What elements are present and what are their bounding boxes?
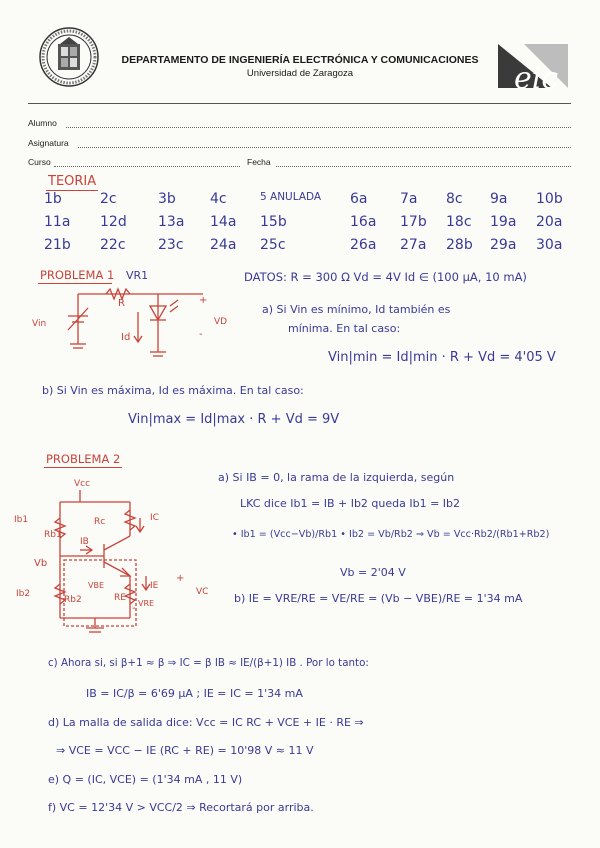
- answer-item: 25c: [260, 237, 286, 253]
- answer-item: 11a: [44, 214, 71, 230]
- fecha-field[interactable]: [276, 166, 571, 167]
- p2-ic-label: IC: [150, 513, 159, 523]
- answer-item: 3b: [158, 191, 176, 207]
- p2-b-eq: b) IE = VRE/RE = VE/RE = (Vb − VBE)/RE = 1'34 mA: [234, 592, 523, 605]
- circuit-diagram-2: [20, 476, 230, 646]
- header-rule: [28, 103, 571, 104]
- alumno-field[interactable]: [66, 127, 571, 128]
- p1-id-label: Id: [121, 332, 131, 343]
- p1-a-eq: Vin|min = Id|min · R + Vd = 4'05 V: [328, 350, 556, 365]
- fecha-label: Fecha: [247, 157, 271, 167]
- answer-item: 15b: [260, 214, 287, 230]
- p2-ib2-label: Ib2: [16, 589, 31, 599]
- p2-rb1-label: Rb1: [44, 530, 62, 540]
- answer-item: 27a: [400, 237, 427, 253]
- circuit-diagram-1: [28, 282, 238, 362]
- p2-d-line: d) La malla de salida dice: Vcc = IC RC + VCE + IE · RE ⇒: [48, 716, 364, 729]
- p2-f-eq: f) VC = 12'34 V > VCC/2 ⇒ Recortará por arriba.: [48, 801, 314, 814]
- p2-ib1-label: Ib1: [14, 515, 29, 525]
- answer-item: 7a: [400, 191, 418, 207]
- p2-ie-label: IE: [150, 581, 159, 591]
- p1-vd-label: VD: [214, 317, 228, 327]
- curso-label: Curso: [28, 157, 51, 167]
- p2-rb2-label: Rb2: [64, 595, 82, 605]
- answer-item: 17b: [400, 214, 427, 230]
- answer-item: 1b: [44, 191, 62, 207]
- p2-minus: -: [132, 603, 136, 614]
- answer-item: 26a: [350, 237, 377, 253]
- answer-item: 20a: [536, 214, 563, 230]
- p2-plus: +: [176, 573, 185, 584]
- asignatura-label: Asignatura: [28, 138, 69, 148]
- answer-item: 30a: [536, 237, 563, 253]
- answer-item: 8c: [446, 191, 463, 207]
- answer-item: 2c: [100, 191, 117, 207]
- p1-a-line2: mínima. En tal caso:: [288, 322, 401, 335]
- answer-item: 28b: [446, 237, 473, 253]
- problema2-heading: PROBLEMA 2: [46, 452, 121, 466]
- answer-item: 12d: [100, 214, 127, 230]
- p2-c-eq: IB = IC/β = 6'69 μA ; IE = IC = 1'34 mA: [86, 687, 303, 700]
- alumno-label: Alumno: [28, 118, 57, 128]
- university-name: Universidad de Zaragoza: [246, 68, 354, 79]
- p2-vb-label: Vb: [34, 558, 48, 569]
- p2-a-res: Vb = 2'04 V: [340, 566, 406, 579]
- p2-vc-label: VC: [196, 587, 209, 597]
- answer-item: 29a: [490, 237, 517, 253]
- answer-item: 10b: [536, 191, 563, 207]
- p2-re-label: RE: [114, 593, 126, 603]
- asignatura-field[interactable]: [78, 147, 571, 148]
- p2-a-line2: LKC dice Ib1 = IB + Ib2 queda Ib1 = Ib2: [240, 497, 461, 510]
- answer-item: 5 ANULADA: [260, 191, 322, 203]
- answer-item: 21b: [44, 237, 71, 253]
- answer-item: 9a: [490, 191, 508, 207]
- department-title: DEPARTAMENTO DE INGENIERÍA ELECTRÓNICA Y COMUNICACIONES: [121, 54, 479, 66]
- p1-minus: -: [199, 329, 203, 340]
- answer-item: 16a: [350, 214, 377, 230]
- answer-item: 22c: [100, 237, 126, 253]
- p2-e-eq: e) Q = (IC, VCE) = (1'34 mA , 11 V): [48, 773, 243, 786]
- eic-logo: [494, 38, 570, 92]
- answer-item: 6a: [350, 191, 368, 207]
- curso-field[interactable]: [54, 166, 240, 167]
- p2-a-eq1: • Ib1 = (Vcc−Vb)/Rb1 • Ib2 = Vb/Rb2 ⇒ Vb = Vcc·Rb2/(Rb1+Rb2): [232, 529, 550, 540]
- p2-d-eq: ⇒ VCE = VCC − IE (RC + RE) = 10'98 V ≈ 11 V: [56, 744, 314, 757]
- p2-c-line: c) Ahora si, si β+1 ≈ β ⇒ IC = β IB ≈ IE/(β+1) IB . Por lo tanto:: [48, 657, 369, 669]
- problema1-vr-label: VR1: [126, 269, 149, 282]
- answer-item: 24a: [210, 237, 237, 253]
- p2-ib-label: IB: [80, 537, 89, 547]
- p2-rc-label: Rc: [94, 517, 106, 527]
- p1-b-line: b) Si Vin es máxima, Id es máxima. En tal caso:: [42, 384, 304, 397]
- answer-item: 13a: [158, 214, 185, 230]
- p1-r-label: R: [118, 298, 125, 309]
- problema1-heading: PROBLEMA 1: [40, 268, 115, 282]
- problema2-underline: [44, 467, 122, 468]
- eic-logo-text: eic: [514, 61, 559, 92]
- p2-vcc-label: Vcc: [74, 479, 91, 489]
- answer-item: 14a: [210, 214, 237, 230]
- p1-a-line1: a) Si Vin es mínimo, Id también es: [262, 303, 451, 316]
- p1-b-eq: Vin|max = Id|max · R + Vd = 9V: [128, 412, 340, 427]
- teoria-heading: TEORIA: [48, 174, 97, 189]
- p2-vbe-label: VBE: [88, 581, 105, 590]
- answer-item: 23c: [158, 237, 184, 253]
- answer-item: 18c: [446, 214, 472, 230]
- p1-vin-label: Vin: [32, 319, 47, 329]
- p1-plus: +: [199, 295, 208, 306]
- p1-datos: DATOS: R = 300 Ω Vd = 4V Id ∈ (100 μA, 10 mA): [244, 270, 527, 284]
- p2-a-line1: a) Si IB = 0, la rama de la izquierda, según: [218, 471, 455, 484]
- answer-item: 4c: [210, 191, 227, 207]
- p2-vre-label: VRE: [138, 599, 155, 608]
- answer-item: 19a: [490, 214, 517, 230]
